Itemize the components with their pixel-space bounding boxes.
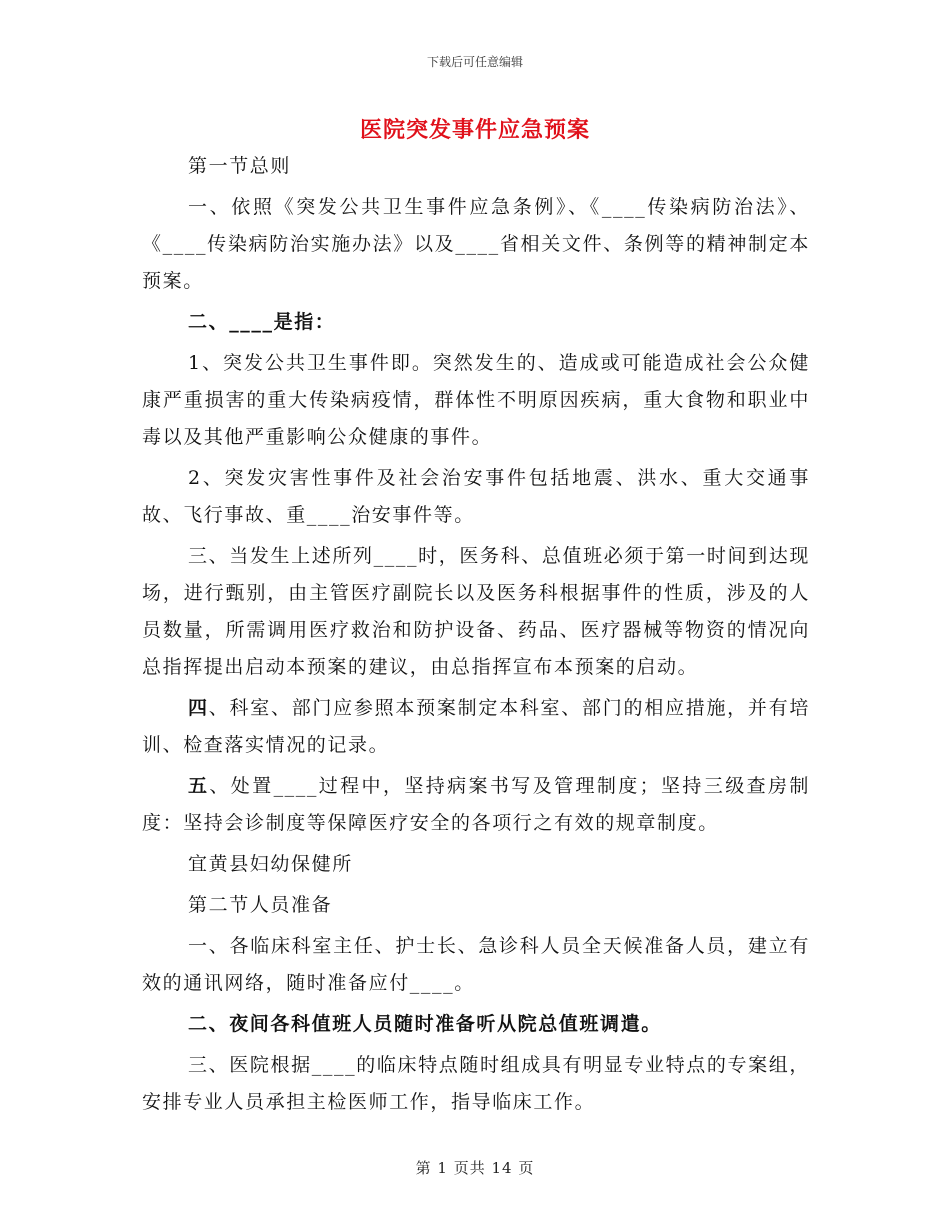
paragraph-disaster-event: 2、突发灾害性事件及社会治安事件包括地震、洪水、重大交通事故、飞行事故、重____治安事件等。	[142, 467, 810, 526]
document-title: 医院突发事件应急预案	[359, 117, 590, 143]
paragraph-night-duty: 二、夜间各科值班人员随时准备听从院总值班调遣。	[188, 1013, 662, 1035]
paragraph-public-health-event: 1、突发公共卫生事件即。突然发生的、造成或可能造成社会公众健康严重损害的重大传染病疫情，群体性不明原因疾病，重大食物和职业中毒以及其他严重影响公众健康的事件。	[142, 352, 810, 448]
paragraph-handling	[142, 768, 810, 842]
paragraph-basis: 一、依照《突发公共卫生事件应急条例》、《____传染病防治法》、《____传染病防治实施办法》以及____省相关文件、条例等的精神制定本预案。	[142, 196, 810, 292]
paragraph-departments	[142, 690, 810, 764]
paragraph-expert-team: 三、医院根据____的临床特点随时组成具有明显专业特点的专案组，安排专业人员承担主检医师工作，指导临床工作。	[142, 1054, 810, 1113]
section-heading-2: 第二节人员准备	[188, 894, 333, 916]
page-header-note: 下载后可任意编辑	[426, 55, 523, 69]
paragraph-staff-readiness: 一、各临床科室主任、护士长、急诊科人员全天候准备人员，建立有效的通讯网络，随时准备应付____。	[142, 935, 810, 994]
document-body	[142, 148, 810, 1121]
paragraph-response-procedure: 三、当发生上述所列____时，医务科、总值班必须于第一时间到达现场，进行甄别，由主管医疗副院长以及医务科根据事件的性质，涉及的人员数量，所需调用医疗救治和防护设备、药品、医疗器械等物资的情况向总指挥提出启动本预案的建议，由总指挥宣布本预案的启动。	[142, 545, 810, 678]
paragraph-departments-text: 、科室、部门应参照本预案制定本科室、部门的相应措施，并有培训、检查落实情况的记录。	[142, 697, 810, 756]
paragraph-handling-text: 、处置____过程中，坚持病案书写及管理制度；坚持三级查房制度：坚持会诊制度等保障医疗安全的各项行之有效的规章制度。	[142, 775, 810, 834]
section-heading-1: 第一节总则	[188, 155, 292, 177]
paragraph-definition-heading: 二、____是指：	[188, 311, 336, 333]
page-number: 第 1 页共 14 页	[415, 1159, 535, 1177]
paragraph-departments-number: 四	[188, 697, 209, 719]
paragraph-handling-number: 五	[188, 775, 210, 797]
organization-name: 宜黄县妇幼保健所	[188, 853, 353, 875]
